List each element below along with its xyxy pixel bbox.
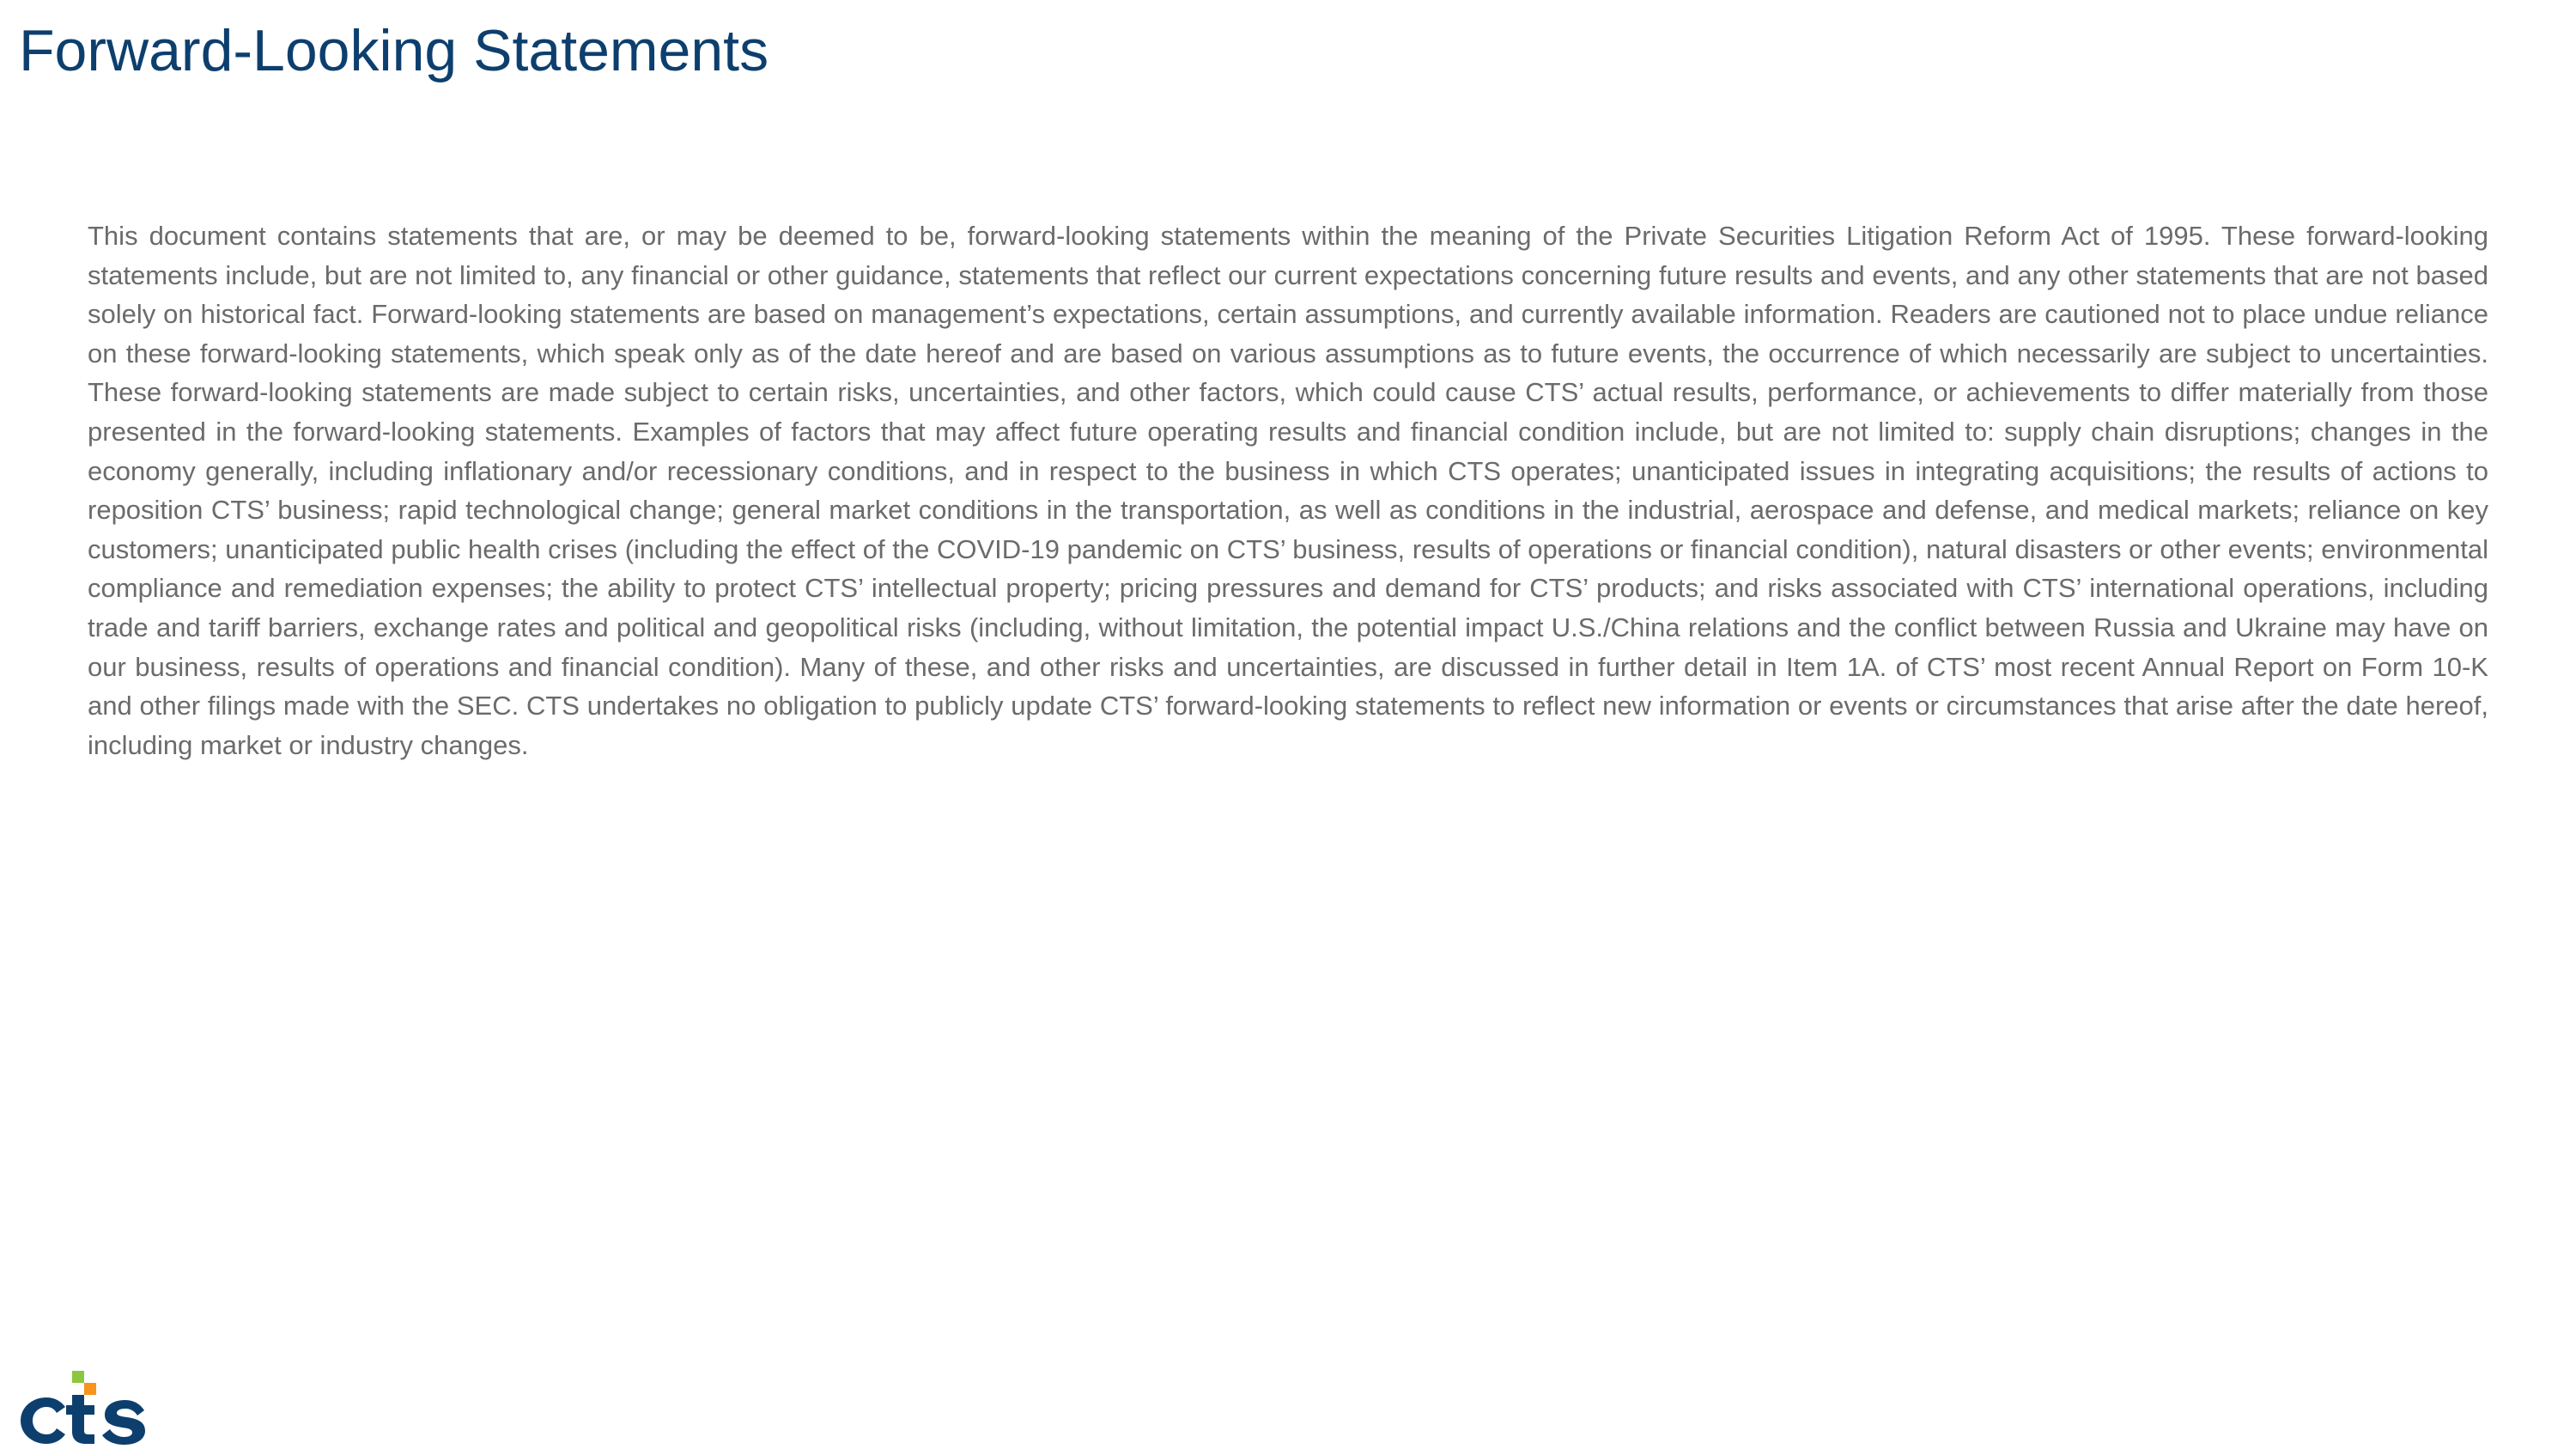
logo-letter-s: [102, 1400, 145, 1445]
logo-square-orange: [84, 1383, 96, 1395]
logo-letter-c: [21, 1397, 65, 1444]
cts-logo: [15, 1371, 155, 1445]
page-title: Forward-Looking Statements: [19, 18, 769, 83]
logo-letter-t: [66, 1395, 94, 1444]
logo-square-green: [72, 1371, 84, 1383]
disclaimer-paragraph: This document contains statements that are, or may be deemed to be, forward-looking statements within the meaning of the Private Securities Litigation Reform Act of 1995. These forward-looking statements include, but are not limited to, any financial or other guidance, statements that reflect our current expectations concerning future results and events, and any other statements that are not based solely on historical fact. Forward-looking statements are based on management’s expectations, certain assumptions, and currently available information. Readers are cautioned not to place undue reliance on these forward-looking statements, which speak only as of the date hereof and are based on various assumptions as to future events, the occurrence of which necessarily are subject to uncertainties. These forward-looking statements are made subject to certain risks, uncertainties, and other factors, which could cause CTS’ actual results, performance, or achievements to differ materially from those presented in the forward-looking statements. Examples of factors that may affect future operating results and financial condition include, but are not limited to: supply chain disruptions; changes in the economy generally, including inflationary and/or recessionary conditions, and in respect to the business in which CTS operates; unanticipated issues in integrating acquisitions; the results of actions to reposition CTS’ business; rapid technological change; general market conditions in the transportation, as well as conditions in the industrial, aerospace and defense, and medical markets; reliance on key customers; unanticipated public health crises (including the effect of the COVID-19 pandemic on CTS’ business, results of operations or financial condition), natural disasters or other events; environmental compliance and remediation expenses; the ability to protect CTS’ intellectual property; pricing pressures and demand for CTS’ products; and risks associated with CTS’ international operations, including trade and tariff barriers, exchange rates and political and geopolitical risks (including, without limitation, the potential impact U.S./China relations and the conflict between Russia and Ukraine may have on our business, results of operations and financial condition). Many of these, and other risks and uncertainties, are discussed in further detail in Item 1A. of CTS’ most recent Annual Report on Form 10-K and other filings made with the SEC. CTS undertakes no obligation to publicly update CTS’ forward-looking statements to reflect new information or events or circumstances that arise after the date hereof, including market or industry changes.: [88, 221, 2488, 760]
